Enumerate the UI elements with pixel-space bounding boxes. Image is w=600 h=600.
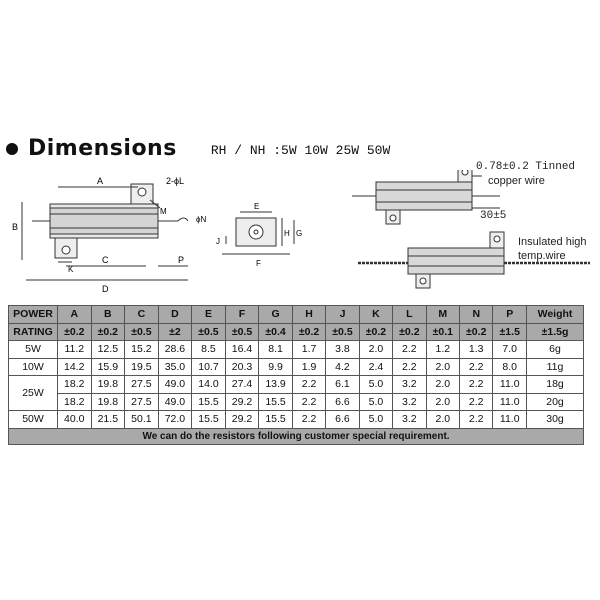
- value-cell: 16.4: [225, 341, 259, 359]
- value-cell: 1.2: [426, 341, 459, 359]
- value-cell: 5.0: [359, 376, 392, 394]
- dim-label-c: C: [102, 255, 109, 265]
- value-cell: 3.2: [393, 376, 426, 394]
- table-row: [9, 376, 584, 394]
- value-cell: 5.0: [359, 411, 392, 429]
- value-cell: 3.8: [326, 341, 359, 359]
- header-cell: G: [259, 306, 293, 324]
- value-cell: 2.2: [460, 376, 493, 394]
- table-row: [9, 411, 584, 429]
- header-cell: L: [393, 306, 426, 324]
- weight-cell: 20g: [527, 393, 584, 411]
- header-cell: B: [91, 306, 125, 324]
- header-cell: ±0.2: [91, 323, 125, 341]
- header-cell: D: [158, 306, 192, 324]
- header-cell: J: [326, 306, 359, 324]
- header-cell: ±2: [158, 323, 192, 341]
- header-cell: N: [460, 306, 493, 324]
- value-cell: 27.5: [125, 393, 159, 411]
- value-cell: 28.6: [158, 341, 192, 359]
- power-cell: 10W: [9, 358, 58, 376]
- power-cell: 5W: [9, 341, 58, 359]
- value-cell: 5.0: [359, 393, 392, 411]
- value-cell: 29.2: [225, 393, 259, 411]
- header-cell: ±0.2: [460, 323, 493, 341]
- table-tolerance-row: [9, 323, 584, 341]
- dim-label-k: K: [68, 265, 74, 274]
- insulated-wire-note: Insulated high: [518, 236, 587, 248]
- value-cell: 72.0: [158, 411, 192, 429]
- header-cell: ±0.2: [58, 323, 92, 341]
- value-cell: 21.5: [91, 411, 125, 429]
- value-cell: 19.8: [91, 376, 125, 394]
- page-title: Dimensions: [28, 136, 177, 161]
- value-cell: 2.2: [460, 358, 493, 376]
- value-cell: 11.0: [493, 376, 527, 394]
- dim-label-phin: ϕN: [196, 215, 207, 224]
- spacing-note: 30±5: [480, 210, 507, 222]
- dim-label-2phil: 2-ϕL: [166, 176, 185, 186]
- value-cell: 4.2: [326, 358, 359, 376]
- value-cell: 7.0: [493, 341, 527, 359]
- header-cell: P: [493, 306, 527, 324]
- table-footer-row: [9, 428, 584, 444]
- section-heading: [6, 136, 390, 161]
- value-cell: 18.2: [58, 376, 92, 394]
- value-cell: 2.2: [292, 376, 325, 394]
- dim-label-g: G: [296, 229, 303, 238]
- value-cell: 2.2: [460, 411, 493, 429]
- value-cell: 27.5: [125, 376, 159, 394]
- insulated-wire-note-2: temp.wire: [518, 250, 566, 262]
- header-cell: ±1.5g: [527, 323, 584, 341]
- header-cell: K: [359, 306, 392, 324]
- value-cell: 50.1: [125, 411, 159, 429]
- value-cell: 2.0: [426, 393, 459, 411]
- table-row: [9, 393, 584, 411]
- header-cell: C: [125, 306, 159, 324]
- value-cell: 8.5: [192, 341, 226, 359]
- value-cell: 49.0: [158, 376, 192, 394]
- value-cell: 6.6: [326, 411, 359, 429]
- value-cell: 15.5: [192, 393, 226, 411]
- value-cell: 12.5: [91, 341, 125, 359]
- value-cell: 20.3: [225, 358, 259, 376]
- value-cell: 14.2: [58, 358, 92, 376]
- tinned-wire-note-2: copper wire: [488, 175, 545, 187]
- value-cell: 3.2: [393, 411, 426, 429]
- header-cell: F: [225, 306, 259, 324]
- value-cell: 40.0: [58, 411, 92, 429]
- header-cell: E: [192, 306, 226, 324]
- value-cell: 13.9: [259, 376, 293, 394]
- header-cell: M: [426, 306, 459, 324]
- value-cell: 6.6: [326, 393, 359, 411]
- table-row: [9, 341, 584, 359]
- weight-cell: 30g: [527, 411, 584, 429]
- value-cell: 19.8: [91, 393, 125, 411]
- value-cell: 8.1: [259, 341, 293, 359]
- dim-label-f: F: [256, 259, 261, 268]
- value-cell: 18.2: [58, 393, 92, 411]
- header-cell: RATING: [9, 323, 58, 341]
- value-cell: 2.2: [393, 341, 426, 359]
- value-cell: 1.9: [292, 358, 325, 376]
- table-header-row: [9, 306, 584, 324]
- value-cell: 15.5: [259, 393, 293, 411]
- dim-label-j: J: [216, 237, 220, 246]
- value-cell: 49.0: [158, 393, 192, 411]
- power-cell: 25W: [9, 376, 58, 411]
- header-cell: ±0.4: [259, 323, 293, 341]
- value-cell: 11.2: [58, 341, 92, 359]
- value-cell: 3.2: [393, 393, 426, 411]
- value-cell: 9.9: [259, 358, 293, 376]
- value-cell: 11.0: [493, 411, 527, 429]
- dim-label-p: P: [178, 255, 185, 265]
- value-cell: 2.0: [426, 376, 459, 394]
- header-cell: ±0.5: [225, 323, 259, 341]
- dim-label-a: A: [97, 176, 104, 186]
- value-cell: 15.5: [259, 411, 293, 429]
- weight-cell: 11g: [527, 358, 584, 376]
- dim-label-d: D: [102, 284, 109, 294]
- value-cell: 2.0: [426, 411, 459, 429]
- value-cell: 2.2: [292, 393, 325, 411]
- dim-label-b: B: [12, 222, 19, 232]
- value-cell: 2.2: [393, 358, 426, 376]
- value-cell: 19.5: [125, 358, 159, 376]
- footer-note: We can do the resistors following customer special requirement.: [9, 428, 584, 444]
- table-row: [9, 358, 584, 376]
- dim-label-m: M: [160, 207, 167, 216]
- header-cell: ±0.5: [326, 323, 359, 341]
- value-cell: 6.1: [326, 376, 359, 394]
- header-cell: A: [58, 306, 92, 324]
- value-cell: 27.4: [225, 376, 259, 394]
- dimension-table: [8, 305, 584, 445]
- header-cell: ±0.2: [359, 323, 392, 341]
- power-cell: 50W: [9, 411, 58, 429]
- header-cell: ±0.2: [292, 323, 325, 341]
- value-cell: 10.7: [192, 358, 226, 376]
- header-cell: ±0.5: [125, 323, 159, 341]
- header-cell: ±0.2: [393, 323, 426, 341]
- value-cell: 1.3: [460, 341, 493, 359]
- value-cell: 14.0: [192, 376, 226, 394]
- header-cell: ±0.1: [426, 323, 459, 341]
- value-cell: 11.0: [493, 393, 527, 411]
- dim-label-h: H: [284, 229, 290, 238]
- header-cell: POWER: [9, 306, 58, 324]
- value-cell: 15.5: [192, 411, 226, 429]
- value-cell: 2.0: [359, 341, 392, 359]
- value-cell: 2.4: [359, 358, 392, 376]
- value-cell: 1.7: [292, 341, 325, 359]
- value-cell: 2.2: [460, 393, 493, 411]
- weight-cell: 18g: [527, 376, 584, 394]
- value-cell: 2.2: [292, 411, 325, 429]
- value-cell: 2.0: [426, 358, 459, 376]
- dim-label-e: E: [254, 202, 260, 211]
- value-cell: 35.0: [158, 358, 192, 376]
- series-subtitle: RH / NH :5W 10W 25W 50W: [210, 143, 391, 158]
- value-cell: 8.0: [493, 358, 527, 376]
- value-cell: 29.2: [225, 411, 259, 429]
- header-cell: Weight: [527, 306, 584, 324]
- bullet-icon: [6, 143, 18, 155]
- value-cell: 15.2: [125, 341, 159, 359]
- tinned-wire-note: 0.78±0.2 Tinned: [476, 161, 576, 173]
- value-cell: 15.9: [91, 358, 125, 376]
- header-cell: H: [292, 306, 325, 324]
- header-cell: ±1.5: [493, 323, 527, 341]
- header-cell: ±0.5: [192, 323, 226, 341]
- dimension-drawing-main: [0, 170, 600, 300]
- weight-cell: 6g: [527, 341, 584, 359]
